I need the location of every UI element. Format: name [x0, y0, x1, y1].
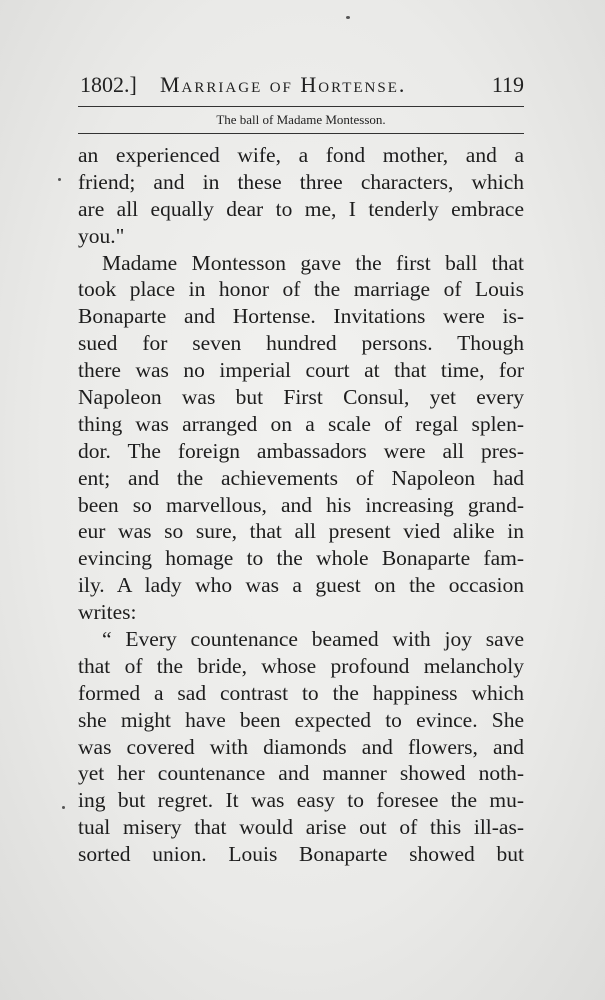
text-line: ent; and the achievements of Napoleon had [78, 465, 524, 490]
text-line: been so marvellous, and his increasing grand- [78, 492, 524, 517]
running-header [78, 70, 524, 100]
text-line: thing was arranged on a scale of regal splen- [78, 411, 524, 436]
text-line: sued for seven hundred persons. Though [78, 331, 524, 356]
header-rule-bottom [78, 133, 524, 134]
text-line: there was no imperial court at that time, for [78, 358, 524, 383]
text-line: was covered with diamonds and flowers, and [78, 734, 524, 759]
text-line: formed a sad contrast to the happiness which [78, 680, 524, 705]
text-line: are all equally dear to me, I tenderly embrace [78, 196, 524, 221]
text-line: evincing homage to the whole Bonaparte fam- [78, 546, 524, 571]
header-year: 1802.] [80, 72, 137, 97]
page-number: 119 [491, 72, 524, 97]
ink-speck [346, 16, 350, 19]
header-title: Marriage of Hortense. [160, 72, 407, 97]
text-line: that of the bride, whose profound melancholy [78, 653, 524, 678]
text-line: yet her countenance and manner showed noth- [78, 761, 524, 786]
ink-speck [58, 178, 61, 181]
text-line: took place in honor of the marriage of Louis [78, 277, 524, 302]
body-text [78, 142, 524, 868]
text-line: you." [78, 223, 125, 248]
text-line: she might have been expected to evince. She [78, 707, 524, 732]
text-line: Napoleon was but First Consul, yet every [78, 385, 524, 410]
text-line: friend; and in these three characters, which [78, 169, 524, 194]
text-line: ing but regret. It was easy to foresee the mu- [78, 788, 524, 813]
ink-speck [62, 806, 65, 809]
text-line: “ Every countenance beamed with joy save [102, 627, 524, 652]
section-subheading: The ball of Madame Montesson. [216, 112, 386, 127]
text-line: Bonaparte and Hortense. Invitations were is- [78, 304, 524, 329]
text-line: ily. A lady who was a guest on the occasion [78, 573, 524, 598]
text-line: writes: [78, 600, 137, 625]
text-line: sorted union. Louis Bonaparte showed but [78, 842, 524, 867]
text-line: tual misery that would arise out of this ill-as- [78, 815, 524, 840]
text-line: eur was so sure, that all present vied alike in [78, 519, 524, 544]
text-line: Madame Montesson gave the first ball that [102, 250, 524, 275]
text-line: dor. The foreign ambassadors were all pres- [78, 438, 524, 463]
text-line: an experienced wife, a fond mother, and a [78, 143, 524, 167]
header-rule-top [78, 106, 524, 107]
